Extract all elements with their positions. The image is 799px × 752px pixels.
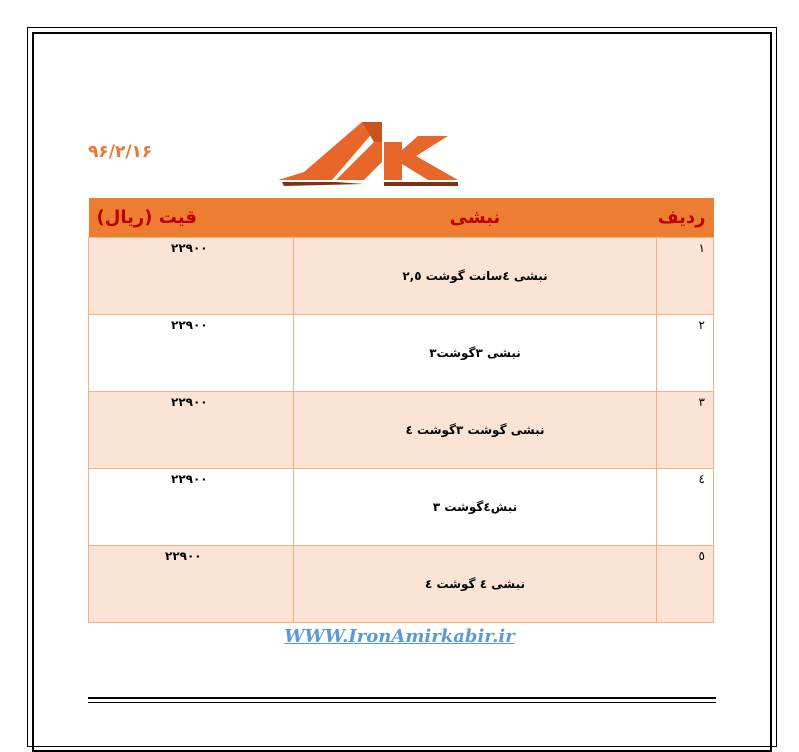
product-name: نبشی گوشت ۳گوشت ٤ xyxy=(294,392,657,469)
table-row xyxy=(89,315,714,392)
row-number: ۱ xyxy=(657,238,714,315)
column-header-row-number: ردیف xyxy=(657,198,714,238)
column-header-price: قیت (ریال) xyxy=(89,198,294,238)
product-price: ۲۲۹۰۰ xyxy=(89,238,294,315)
table-row xyxy=(89,238,714,315)
table-row xyxy=(89,469,714,546)
footer-divider xyxy=(88,697,716,699)
product-price: ۲۲۹۰۰ xyxy=(89,315,294,392)
row-number: ٤ xyxy=(657,469,714,546)
row-number: ٥ xyxy=(657,546,714,623)
company-logo xyxy=(278,112,468,190)
column-header-product: نبشی xyxy=(294,198,657,238)
product-name: نبشی ٤سانت گوشت ۲,٥ xyxy=(294,238,657,315)
row-number: ۳ xyxy=(657,392,714,469)
website-link[interactable]: WWW.IronAmirkabir.ir xyxy=(284,626,515,647)
product-name: نبشی ٤ گوشت ٤ xyxy=(294,546,657,623)
product-name: نبشی ۳گوشت۳ xyxy=(294,315,657,392)
product-price: ۲۲۹۰۰ xyxy=(89,469,294,546)
table-row xyxy=(89,546,714,623)
table-header-row xyxy=(89,198,714,238)
table-row xyxy=(89,392,714,469)
product-price: ۲۲۹۰۰ xyxy=(89,546,294,623)
footer-divider-thin xyxy=(88,702,716,703)
price-table xyxy=(88,198,714,623)
product-name: نبش٤گوشت ۳ xyxy=(294,469,657,546)
product-price: ۲۲۹۰۰ xyxy=(89,392,294,469)
row-number: ۲ xyxy=(657,315,714,392)
date-label: ۹۶/۲/۱۶ xyxy=(88,142,153,162)
